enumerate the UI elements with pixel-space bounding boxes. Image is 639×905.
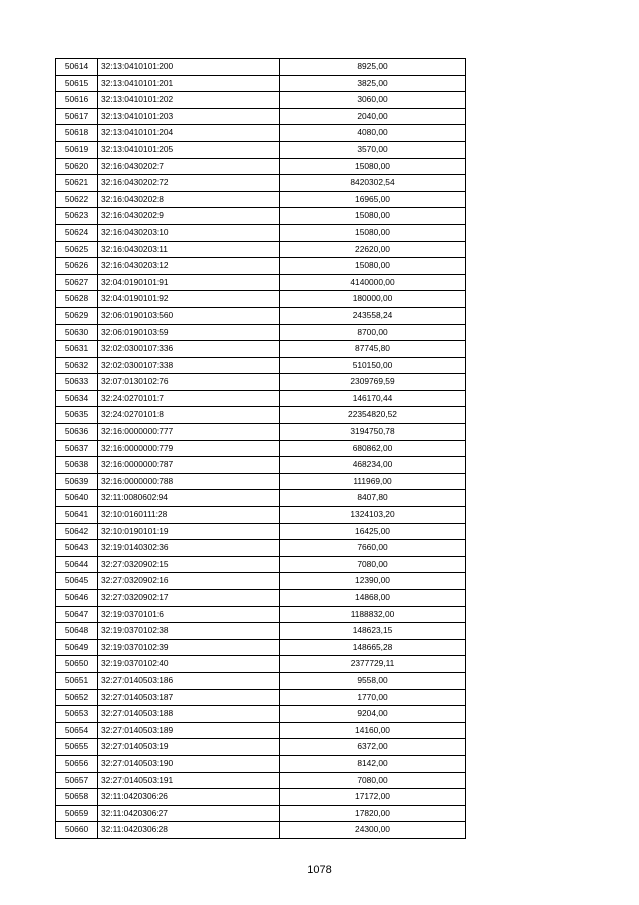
cadastral-number-cell: 32:13:0410101:201 — [98, 75, 280, 92]
table-row — [56, 457, 466, 474]
page-number: 1078 — [307, 864, 332, 876]
value-cell: 16425,00 — [280, 523, 466, 540]
value-cell: 22354820,52 — [280, 407, 466, 424]
cadastral-number-cell: 32:02:0300107:336 — [98, 341, 280, 358]
document-page — [55, 58, 465, 839]
table-row — [56, 440, 466, 457]
row-id-cell: 50655 — [56, 739, 98, 756]
row-id-cell: 50657 — [56, 772, 98, 789]
table-row — [56, 108, 466, 125]
value-cell: 680862,00 — [280, 440, 466, 457]
row-id-cell: 50630 — [56, 324, 98, 341]
value-cell: 15080,00 — [280, 258, 466, 275]
cadastral-number-cell: 32:13:0410101:203 — [98, 108, 280, 125]
row-id-cell: 50620 — [56, 158, 98, 175]
table-row — [56, 639, 466, 656]
table-row — [56, 672, 466, 689]
value-cell: 468234,00 — [280, 457, 466, 474]
table-row — [56, 473, 466, 490]
cadastral-number-cell: 32:19:0370102:38 — [98, 623, 280, 640]
row-id-cell: 50637 — [56, 440, 98, 457]
row-id-cell: 50639 — [56, 473, 98, 490]
value-cell: 2309769,59 — [280, 374, 466, 391]
value-cell: 2377729,11 — [280, 656, 466, 673]
cadastral-number-cell: 32:04:0190101:91 — [98, 274, 280, 291]
row-id-cell: 50614 — [56, 59, 98, 76]
value-cell: 1324103,20 — [280, 507, 466, 524]
table-row — [56, 390, 466, 407]
row-id-cell: 50632 — [56, 357, 98, 374]
table-row — [56, 805, 466, 822]
row-id-cell: 50636 — [56, 424, 98, 441]
row-id-cell: 50622 — [56, 191, 98, 208]
row-id-cell: 50644 — [56, 556, 98, 573]
table-row — [56, 706, 466, 723]
value-cell: 14868,00 — [280, 590, 466, 607]
row-id-cell: 50656 — [56, 755, 98, 772]
row-id-cell: 50616 — [56, 92, 98, 109]
value-cell: 8142,00 — [280, 755, 466, 772]
row-id-cell: 50621 — [56, 175, 98, 192]
table-row — [56, 606, 466, 623]
value-cell: 6372,00 — [280, 739, 466, 756]
table-row — [56, 656, 466, 673]
cadastral-number-cell: 32:11:0420306:27 — [98, 805, 280, 822]
value-cell: 8420302,54 — [280, 175, 466, 192]
value-cell: 3194750,78 — [280, 424, 466, 441]
value-cell: 3570,00 — [280, 141, 466, 158]
table-row — [56, 789, 466, 806]
value-cell: 1770,00 — [280, 689, 466, 706]
cadastral-number-cell: 32:16:0000000:788 — [98, 473, 280, 490]
cadastral-number-cell: 32:27:0140503:186 — [98, 672, 280, 689]
cadastral-number-cell: 32:27:0140503:19 — [98, 739, 280, 756]
value-cell: 4140000,00 — [280, 274, 466, 291]
cadastral-number-cell: 32:07:0130102:76 — [98, 374, 280, 391]
row-id-cell: 50642 — [56, 523, 98, 540]
cadastral-number-cell: 32:04:0190101:92 — [98, 291, 280, 308]
cadastral-number-cell: 32:11:0420306:28 — [98, 822, 280, 839]
cadastral-number-cell: 32:27:0140503:187 — [98, 689, 280, 706]
table-row — [56, 307, 466, 324]
table-row — [56, 258, 466, 275]
table-row — [56, 224, 466, 241]
table-row — [56, 158, 466, 175]
value-cell: 9204,00 — [280, 706, 466, 723]
cadastral-number-cell: 32:06:0190103:560 — [98, 307, 280, 324]
row-id-cell: 50659 — [56, 805, 98, 822]
cadastral-number-cell: 32:27:0140503:189 — [98, 722, 280, 739]
cadastral-number-cell: 32:02:0300107:338 — [98, 357, 280, 374]
row-id-cell: 50618 — [56, 125, 98, 142]
row-id-cell: 50624 — [56, 224, 98, 241]
table-row — [56, 772, 466, 789]
cadastral-number-cell: 32:24:0270101:8 — [98, 407, 280, 424]
table-row — [56, 241, 466, 258]
row-id-cell: 50646 — [56, 590, 98, 607]
value-cell: 24300,00 — [280, 822, 466, 839]
row-id-cell: 50649 — [56, 639, 98, 656]
table-row — [56, 424, 466, 441]
cadastral-number-cell: 32:19:0370101:6 — [98, 606, 280, 623]
table-row — [56, 623, 466, 640]
row-id-cell: 50658 — [56, 789, 98, 806]
cadastral-number-cell: 32:27:0140503:191 — [98, 772, 280, 789]
row-id-cell: 50643 — [56, 540, 98, 557]
table-row — [56, 125, 466, 142]
table-row — [56, 739, 466, 756]
cadastral-number-cell: 32:16:0430203:11 — [98, 241, 280, 258]
row-id-cell: 50653 — [56, 706, 98, 723]
value-cell: 3825,00 — [280, 75, 466, 92]
cadastral-number-cell: 32:16:0430203:10 — [98, 224, 280, 241]
value-cell: 510150,00 — [280, 357, 466, 374]
value-cell: 8925,00 — [280, 59, 466, 76]
value-cell: 17820,00 — [280, 805, 466, 822]
cadastral-number-cell: 32:16:0430202:9 — [98, 208, 280, 225]
table-row — [56, 75, 466, 92]
table-row — [56, 59, 466, 76]
table-row — [56, 274, 466, 291]
cadastral-number-cell: 32:16:0430202:72 — [98, 175, 280, 192]
row-id-cell: 50648 — [56, 623, 98, 640]
cadastral-number-cell: 32:13:0410101:202 — [98, 92, 280, 109]
value-cell: 87745,80 — [280, 341, 466, 358]
value-cell: 1188832,00 — [280, 606, 466, 623]
value-cell: 2040,00 — [280, 108, 466, 125]
value-cell: 15080,00 — [280, 224, 466, 241]
cadastral-number-cell: 32:19:0140302:36 — [98, 540, 280, 557]
cadastral-number-cell: 32:16:0430203:12 — [98, 258, 280, 275]
row-id-cell: 50625 — [56, 241, 98, 258]
row-id-cell: 50634 — [56, 390, 98, 407]
value-cell: 15080,00 — [280, 158, 466, 175]
row-id-cell: 50629 — [56, 307, 98, 324]
row-id-cell: 50641 — [56, 507, 98, 524]
value-cell: 146170,44 — [280, 390, 466, 407]
table-row — [56, 590, 466, 607]
table-row — [56, 822, 466, 839]
cadastral-number-cell: 32:11:0080602:94 — [98, 490, 280, 507]
table-row — [56, 407, 466, 424]
table-row — [56, 92, 466, 109]
value-cell: 180000,00 — [280, 291, 466, 308]
table-row — [56, 208, 466, 225]
cadastral-number-cell: 32:27:0320902:16 — [98, 573, 280, 590]
table-row — [56, 175, 466, 192]
row-id-cell: 50640 — [56, 490, 98, 507]
table-row — [56, 755, 466, 772]
cadastral-number-cell: 32:13:0410101:205 — [98, 141, 280, 158]
row-id-cell: 50651 — [56, 672, 98, 689]
cadastral-number-cell: 32:16:0000000:777 — [98, 424, 280, 441]
value-cell: 9558,00 — [280, 672, 466, 689]
row-id-cell: 50626 — [56, 258, 98, 275]
cadastral-number-cell: 32:19:0370102:40 — [98, 656, 280, 673]
row-id-cell: 50627 — [56, 274, 98, 291]
cadastral-number-cell: 32:24:0270101:7 — [98, 390, 280, 407]
value-cell: 3060,00 — [280, 92, 466, 109]
cadastral-number-cell: 32:27:0320902:17 — [98, 590, 280, 607]
cadastral-number-cell: 32:10:0160111:28 — [98, 507, 280, 524]
value-cell: 7080,00 — [280, 556, 466, 573]
cadastral-table-body — [56, 59, 466, 839]
cadastral-number-cell: 32:16:0430202:8 — [98, 191, 280, 208]
row-id-cell: 50647 — [56, 606, 98, 623]
value-cell: 243558,24 — [280, 307, 466, 324]
cadastral-table — [55, 58, 466, 839]
table-row — [56, 357, 466, 374]
cadastral-number-cell: 32:16:0430202:7 — [98, 158, 280, 175]
table-row — [56, 490, 466, 507]
cadastral-number-cell: 32:13:0410101:204 — [98, 125, 280, 142]
row-id-cell: 50623 — [56, 208, 98, 225]
row-id-cell: 50617 — [56, 108, 98, 125]
row-id-cell: 50633 — [56, 374, 98, 391]
row-id-cell: 50628 — [56, 291, 98, 308]
value-cell: 8407,80 — [280, 490, 466, 507]
value-cell: 14160,00 — [280, 722, 466, 739]
value-cell: 7080,00 — [280, 772, 466, 789]
value-cell: 148665,28 — [280, 639, 466, 656]
row-id-cell: 50654 — [56, 722, 98, 739]
cadastral-number-cell: 32:19:0370102:39 — [98, 639, 280, 656]
value-cell: 8700,00 — [280, 324, 466, 341]
table-row — [56, 573, 466, 590]
cadastral-number-cell: 32:27:0320902:15 — [98, 556, 280, 573]
value-cell: 111969,00 — [280, 473, 466, 490]
cadastral-number-cell: 32:16:0000000:779 — [98, 440, 280, 457]
cadastral-number-cell: 32:27:0140503:190 — [98, 755, 280, 772]
row-id-cell: 50652 — [56, 689, 98, 706]
table-row — [56, 191, 466, 208]
table-row — [56, 324, 466, 341]
row-id-cell: 50660 — [56, 822, 98, 839]
row-id-cell: 50638 — [56, 457, 98, 474]
table-row — [56, 141, 466, 158]
value-cell: 15080,00 — [280, 208, 466, 225]
table-row — [56, 523, 466, 540]
value-cell: 17172,00 — [280, 789, 466, 806]
table-row — [56, 507, 466, 524]
table-row — [56, 341, 466, 358]
table-row — [56, 374, 466, 391]
cadastral-number-cell: 32:10:0190101:19 — [98, 523, 280, 540]
row-id-cell: 50619 — [56, 141, 98, 158]
value-cell: 4080,00 — [280, 125, 466, 142]
table-row — [56, 540, 466, 557]
cadastral-number-cell: 32:13:0410101:200 — [98, 59, 280, 76]
row-id-cell: 50650 — [56, 656, 98, 673]
cadastral-number-cell: 32:27:0140503:188 — [98, 706, 280, 723]
value-cell: 7660,00 — [280, 540, 466, 557]
value-cell: 16965,00 — [280, 191, 466, 208]
row-id-cell: 50635 — [56, 407, 98, 424]
table-row — [56, 689, 466, 706]
value-cell: 148623,15 — [280, 623, 466, 640]
table-row — [56, 556, 466, 573]
table-row — [56, 291, 466, 308]
cadastral-number-cell: 32:11:0420306:26 — [98, 789, 280, 806]
value-cell: 22620,00 — [280, 241, 466, 258]
row-id-cell: 50645 — [56, 573, 98, 590]
cadastral-number-cell: 32:16:0000000:787 — [98, 457, 280, 474]
row-id-cell: 50615 — [56, 75, 98, 92]
table-row — [56, 722, 466, 739]
value-cell: 12390,00 — [280, 573, 466, 590]
row-id-cell: 50631 — [56, 341, 98, 358]
cadastral-number-cell: 32:06:0190103:59 — [98, 324, 280, 341]
